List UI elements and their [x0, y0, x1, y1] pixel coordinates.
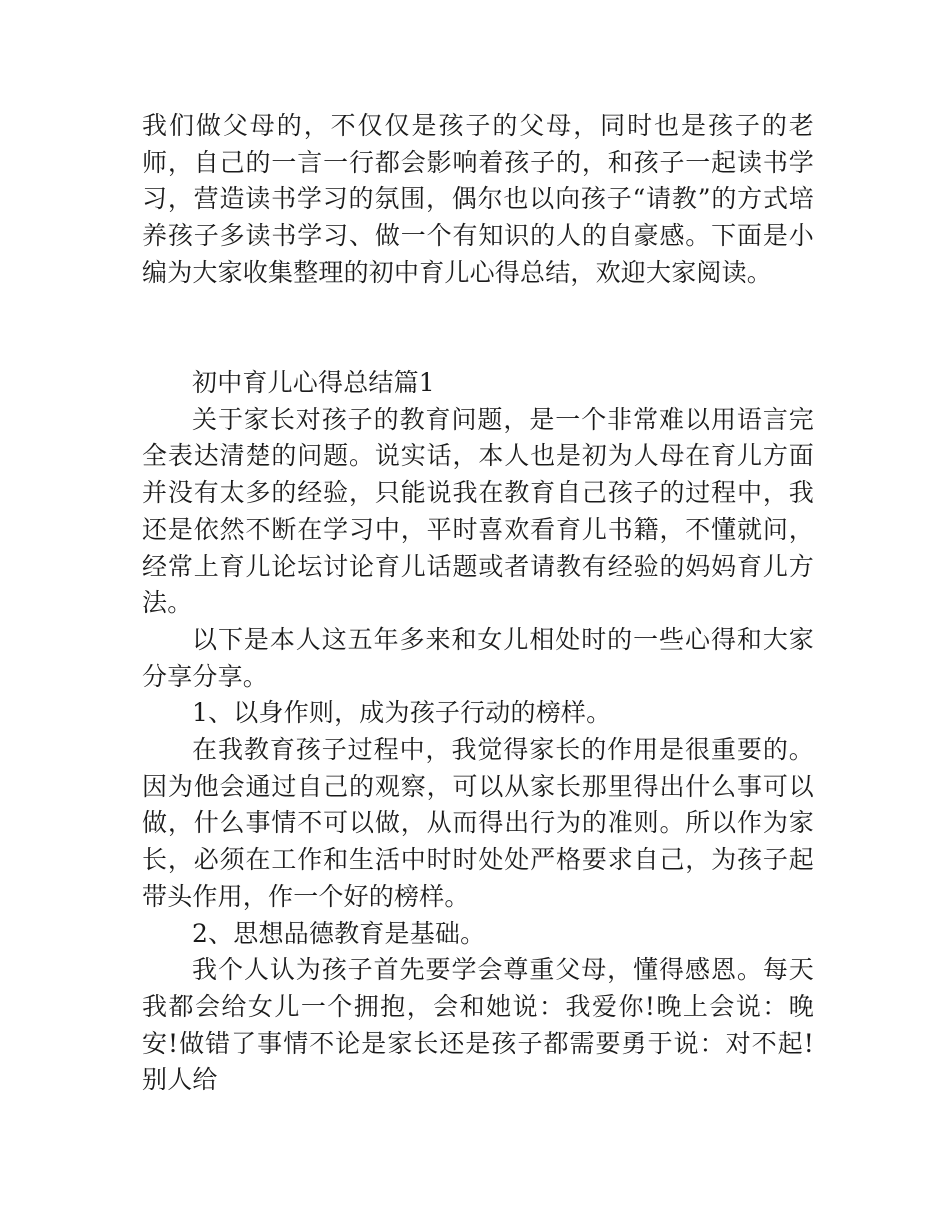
body-paragraph: 以下是本人这五年多来和女儿相处时的一些心得和大家分享分享。 [142, 624, 814, 691]
subheading: 2、思想品德教育是基础。 [192, 918, 486, 948]
section-title: 初中育儿心得总结篇1 [192, 368, 435, 397]
intro-paragraph: 我们做父母的，不仅仅是孩子的父母，同时也是孩子的老师，自己的一言一行都会影响着孩子的，和孩子一起读书学习，营造读书学习的氛围，偶尔也以向孩子“请教”的方式培养孩子多读书学习、做一个有知识的人的自豪感。下面是小编为大家收集整理的初中育儿心得总结，欢迎大家阅读。 [142, 111, 814, 287]
subheading: 1、以身作则，成为孩子行动的榜样。 [192, 698, 612, 728]
intro-section [142, 108, 814, 292]
body-paragraph: 在我教育孩子过程中，我觉得家长的作用是很重要的。因为他会通过自己的观察，可以从家长那里得出什么事可以做，什么事情不可以做，从而得出行为的准则。所以作为家长，必须在工作和生活中时时处处严格要求自己，为孩子起带头作用，作一个好的榜样。 [142, 735, 814, 911]
body-paragraph: 关于家长对孩子的教育问题，是一个非常难以用语言完全表达清楚的问题。说实话，本人也是初为人母在育儿方面并没有太多的经验，只能说我在教育自己孩子的过程中，我还是依然不断在学习中，平时喜欢看育儿书籍，不懂就问，经常上育儿论坛讨论育儿话题或者请教有经验的妈妈育儿方法。 [142, 404, 814, 618]
article-body [142, 365, 814, 1099]
body-paragraph: 我个人认为孩子首先要学会尊重父母，懂得感恩。每天我都会给女儿一个拥抱，会和她说：我爱你!晚上会说：晚安!做错了事情不论是家长还是孩子都需要勇于说：对不起!别人给 [142, 955, 814, 1095]
